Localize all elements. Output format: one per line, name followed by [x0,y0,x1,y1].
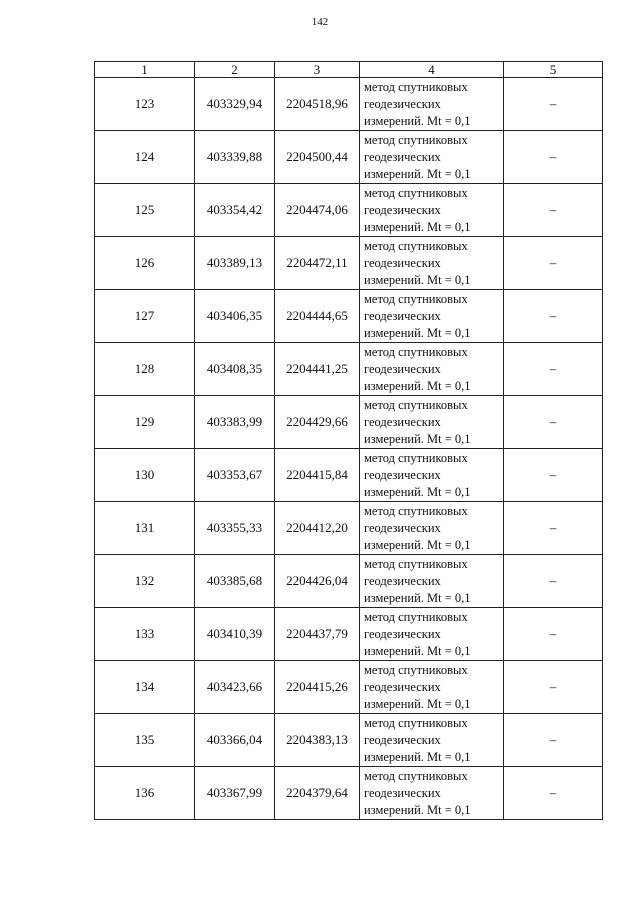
method-text-line: метод спутниковых [364,450,468,465]
method-cell [360,290,504,343]
point-number-cell: 133 [95,608,195,661]
point-number-cell: 129 [95,396,195,449]
method-text-line: метод спутниковых [364,79,468,94]
method-text-line: измерений. Mt = 0,1 [364,219,471,234]
note-cell: – [504,237,603,290]
method-text-line: геодезических [364,414,441,429]
point-number-cell: 135 [95,714,195,767]
method-cell [360,396,504,449]
table-row [95,184,603,237]
note-cell: – [504,608,603,661]
method-text-line: геодезических [364,361,441,376]
table-row [95,290,603,343]
coordinate-y-cell: 2204518,96 [275,78,360,131]
coordinate-x-cell: 403383,99 [195,396,275,449]
method-text-line: измерений. Mt = 0,1 [364,696,471,711]
table-row [95,502,603,555]
method-text-line: измерений. Mt = 0,1 [364,590,471,605]
coordinate-x-cell: 403406,35 [195,290,275,343]
note-cell: – [504,78,603,131]
method-cell [360,449,504,502]
method-cell [360,502,504,555]
method-text-line: измерений. Mt = 0,1 [364,484,471,499]
method-text-line: измерений. Mt = 0,1 [364,802,471,817]
table-row [95,396,603,449]
method-text-line: измерений. Mt = 0,1 [364,431,471,446]
method-text-line: геодезических [364,573,441,588]
method-text-line: метод спутниковых [364,768,468,783]
note-cell: – [504,767,603,820]
method-text-line: геодезических [364,732,441,747]
table-row [95,237,603,290]
coordinate-x-cell: 403367,99 [195,767,275,820]
method-text-line: измерений. Mt = 0,1 [364,166,471,181]
method-cell [360,131,504,184]
note-cell: – [504,555,603,608]
coordinate-y-cell: 2204441,25 [275,343,360,396]
point-number-cell: 127 [95,290,195,343]
table-row [95,714,603,767]
column-header-2: 2 [195,62,275,78]
method-cell [360,78,504,131]
method-text-line: метод спутниковых [364,715,468,730]
point-number-cell: 134 [95,661,195,714]
coordinate-x-cell: 403339,88 [195,131,275,184]
method-text-line: геодезических [364,308,441,323]
coordinate-x-cell: 403355,33 [195,502,275,555]
column-header-4: 4 [360,62,504,78]
coordinate-y-cell: 2204412,20 [275,502,360,555]
method-text-line: метод спутниковых [364,238,468,253]
note-cell: – [504,502,603,555]
note-cell: – [504,449,603,502]
method-cell [360,237,504,290]
coordinate-y-cell: 2204415,26 [275,661,360,714]
coordinate-y-cell: 2204437,79 [275,608,360,661]
method-text-line: измерений. Mt = 0,1 [364,325,471,340]
method-cell [360,661,504,714]
method-cell [360,608,504,661]
method-text-line: метод спутниковых [364,132,468,147]
method-cell [360,555,504,608]
method-text-line: геодезических [364,467,441,482]
point-number-cell: 128 [95,343,195,396]
coordinate-x-cell: 403423,66 [195,661,275,714]
point-number-cell: 131 [95,502,195,555]
coordinate-x-cell: 403408,35 [195,343,275,396]
column-header-5: 5 [504,62,603,78]
method-cell [360,767,504,820]
point-number-cell: 132 [95,555,195,608]
column-header-3: 3 [275,62,360,78]
method-text-line: геодезических [364,520,441,535]
coordinate-y-cell: 2204379,64 [275,767,360,820]
coordinate-x-cell: 403389,13 [195,237,275,290]
coordinate-y-cell: 2204472,11 [275,237,360,290]
method-cell [360,343,504,396]
coordinate-x-cell: 403385,68 [195,555,275,608]
note-cell: – [504,396,603,449]
method-cell [360,184,504,237]
coordinate-x-cell: 403354,42 [195,184,275,237]
column-header-1: 1 [95,62,195,78]
method-text-line: геодезических [364,626,441,641]
method-text-line: метод спутниковых [364,503,468,518]
method-text-line: измерений. Mt = 0,1 [364,113,471,128]
point-number-cell: 125 [95,184,195,237]
table-row [95,131,603,184]
coordinate-x-cell: 403353,67 [195,449,275,502]
table-header-row [95,62,603,78]
coordinate-y-cell: 2204474,06 [275,184,360,237]
coordinate-y-cell: 2204415,84 [275,449,360,502]
method-text-line: измерений. Mt = 0,1 [364,272,471,287]
coordinates-table [94,61,603,820]
note-cell: – [504,661,603,714]
method-text-line: измерений. Mt = 0,1 [364,537,471,552]
coordinate-x-cell: 403366,04 [195,714,275,767]
method-text-line: измерений. Mt = 0,1 [364,749,471,764]
coordinate-y-cell: 2204383,13 [275,714,360,767]
table-row [95,555,603,608]
table-row [95,661,603,714]
method-text-line: геодезических [364,96,441,111]
method-text-line: геодезических [364,149,441,164]
note-cell: – [504,290,603,343]
note-cell: – [504,184,603,237]
point-number-cell: 130 [95,449,195,502]
method-text-line: метод спутниковых [364,609,468,624]
point-number-cell: 126 [95,237,195,290]
table-row [95,767,603,820]
method-text-line: геодезических [364,679,441,694]
method-text-line: измерений. Mt = 0,1 [364,378,471,393]
coordinate-y-cell: 2204444,65 [275,290,360,343]
note-cell: – [504,131,603,184]
table-row [95,449,603,502]
coordinate-y-cell: 2204500,44 [275,131,360,184]
note-cell: – [504,714,603,767]
table-body [95,78,603,820]
method-text-line: метод спутниковых [364,291,468,306]
coordinate-x-cell: 403329,94 [195,78,275,131]
coordinate-y-cell: 2204426,04 [275,555,360,608]
method-text-line: метод спутниковых [364,662,468,677]
method-text-line: геодезических [364,785,441,800]
point-number-cell: 136 [95,767,195,820]
method-text-line: метод спутниковых [364,344,468,359]
table-row [95,78,603,131]
point-number-cell: 124 [95,131,195,184]
method-text-line: геодезических [364,202,441,217]
method-text-line: метод спутниковых [364,185,468,200]
note-cell: – [504,343,603,396]
table-row [95,608,603,661]
method-text-line: геодезических [364,255,441,270]
point-number-cell: 123 [95,78,195,131]
coordinate-x-cell: 403410,39 [195,608,275,661]
table-row [95,343,603,396]
method-text-line: измерений. Mt = 0,1 [364,643,471,658]
page-number: 142 [311,16,329,28]
method-cell [360,714,504,767]
method-text-line: метод спутниковых [364,556,468,571]
coordinate-y-cell: 2204429,66 [275,396,360,449]
method-text-line: метод спутниковых [364,397,468,412]
